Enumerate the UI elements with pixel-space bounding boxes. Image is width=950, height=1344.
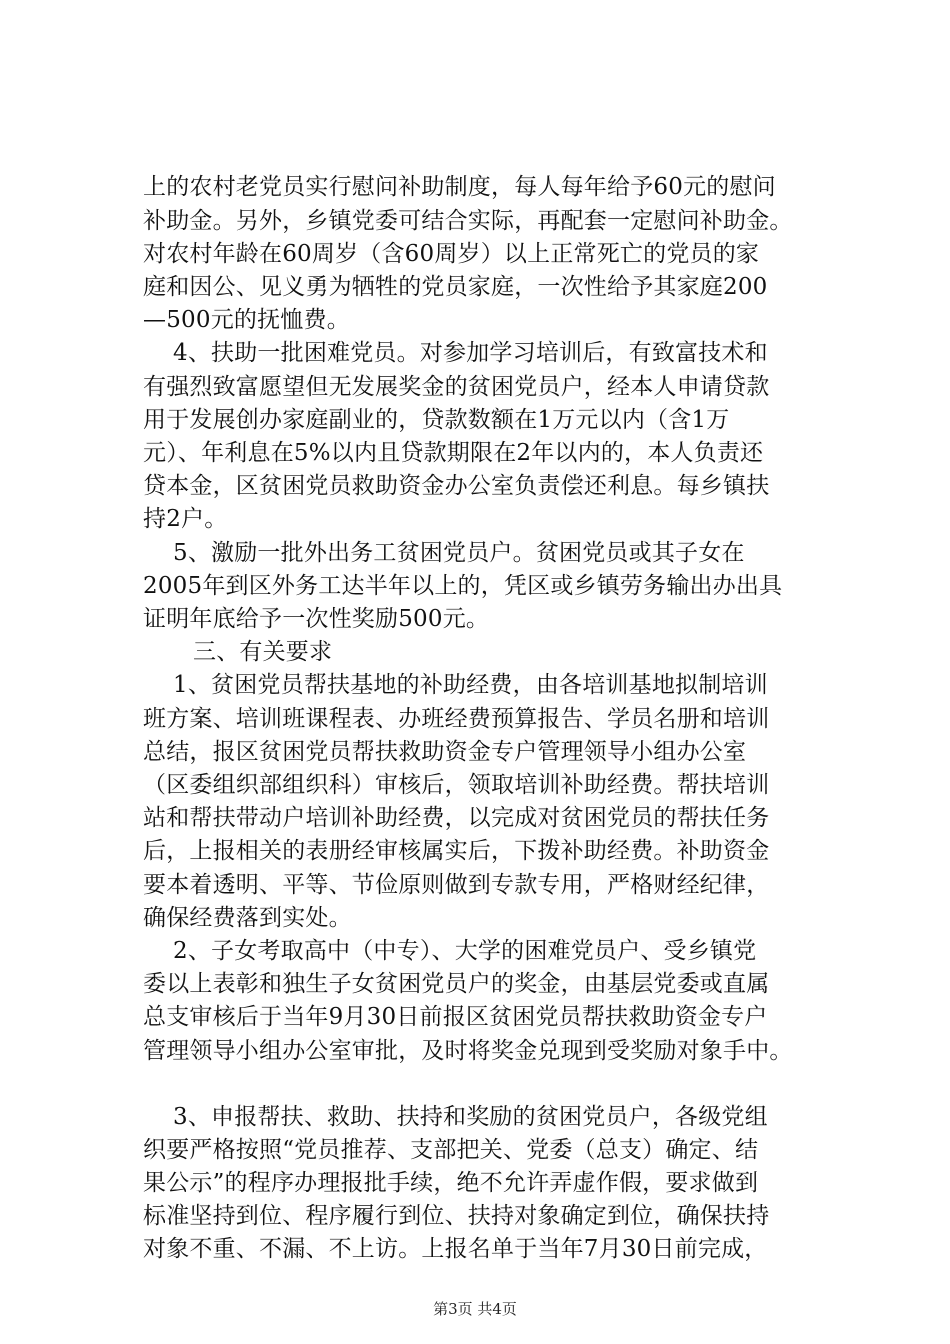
text-line: 确保经费落到实处。: [143, 905, 352, 931]
text-line: 总支审核后于当年9月30日前报区贫困党员帮扶救助资金专户: [143, 1004, 768, 1030]
text-line: （区委组织部组织科）审核后，领取培训补助经费。帮扶培训: [143, 772, 770, 798]
text-line: 站和帮扶带动户培训补助经费，以完成对贫困党员的帮扶任务: [143, 805, 770, 831]
text-line: 有强烈致富愿望但无发展奖金的贫困党员户，经本人申请贷款: [143, 374, 770, 400]
section-heading: 三、有关要求: [193, 639, 333, 665]
text-line: 织要严格按照“党员推荐、支部把关、党委（总支）确定、结: [143, 1137, 759, 1163]
text-line: 总结，报区贫困党员帮扶救助资金专户管理领导小组办公室: [143, 739, 747, 765]
text-line: 4、扶助一批困难党员。对参加学习培训后，有致富技术和: [173, 340, 768, 366]
text-line: 用于发展创办家庭副业的，贷款数额在1万元以内（含1万: [143, 407, 730, 433]
text-line: 5、激励一批外出务工贫困党员户。贫困党员或其子女在: [173, 540, 745, 566]
text-line: 果公示”的程序办理报批手续，绝不允许弄虚作假，要求做到: [143, 1170, 759, 1196]
text-line: 补助金。另外，乡镇党委可结合实际，再配套一定慰问补助金。: [143, 208, 793, 234]
text-line: 证明年底给予一次性奖励500元。: [143, 606, 490, 632]
text-line: 班方案、培训班课程表、办班经费预算报告、学员名册和培训: [143, 706, 770, 732]
text-line: 3、申报帮扶、救助、扶持和奖励的贫困党员户，各级党组: [173, 1104, 768, 1130]
text-line: 后，上报相关的表册经审核属实后，下拨补助经费。补助资金: [143, 838, 770, 864]
text-line: —500元的抚恤费。: [143, 307, 350, 333]
text-line: 委以上表彰和独生子女贫困党员户的奖金，由基层党委或直属: [143, 971, 770, 997]
text-line: 庭和因公、见义勇为牺牲的党员家庭，一次性给予其家庭200: [143, 274, 768, 300]
text-line: 贷本金，区贫困党员救助资金办公室负责偿还利息。每乡镇扶: [143, 473, 770, 499]
text-line: 管理领导小组办公室审批，及时将奖金兑现到受奖励对象手中。: [143, 1038, 793, 1064]
text-line: 要本着透明、平等、节俭原则做到专款专用，严格财经纪律，: [143, 872, 770, 898]
text-line: 对象不重、不漏、不上访。上报名单于当年7月30日前完成，: [143, 1236, 768, 1262]
text-line: 元）、年利息在5%以内且贷款期限在2年以内的，本人负责还: [143, 440, 764, 466]
text-line: 上的农村老党员实行慰问补助制度，每人每年给予60元的慰问: [143, 174, 776, 200]
page-number-footer: 第3页 共4页: [433, 1300, 517, 1318]
text-line: 持2户。: [143, 506, 228, 532]
text-line: 1、贫困党员帮扶基地的补助经费，由各培训基地拟制培训: [173, 672, 768, 698]
text-line: 标准坚持到位、程序履行到位、扶持对象确定到位，确保扶持: [143, 1203, 770, 1229]
text-line: 2、子女考取高中（中专）、大学的困难党员户、受乡镇党: [173, 938, 757, 964]
text-line: 对农村年龄在60周岁（含60周岁）以上正常死亡的党员的家: [143, 241, 760, 267]
text-line: 2005年到区外务工达半年以上的，凭区或乡镇劳务输出办出具: [143, 573, 783, 599]
